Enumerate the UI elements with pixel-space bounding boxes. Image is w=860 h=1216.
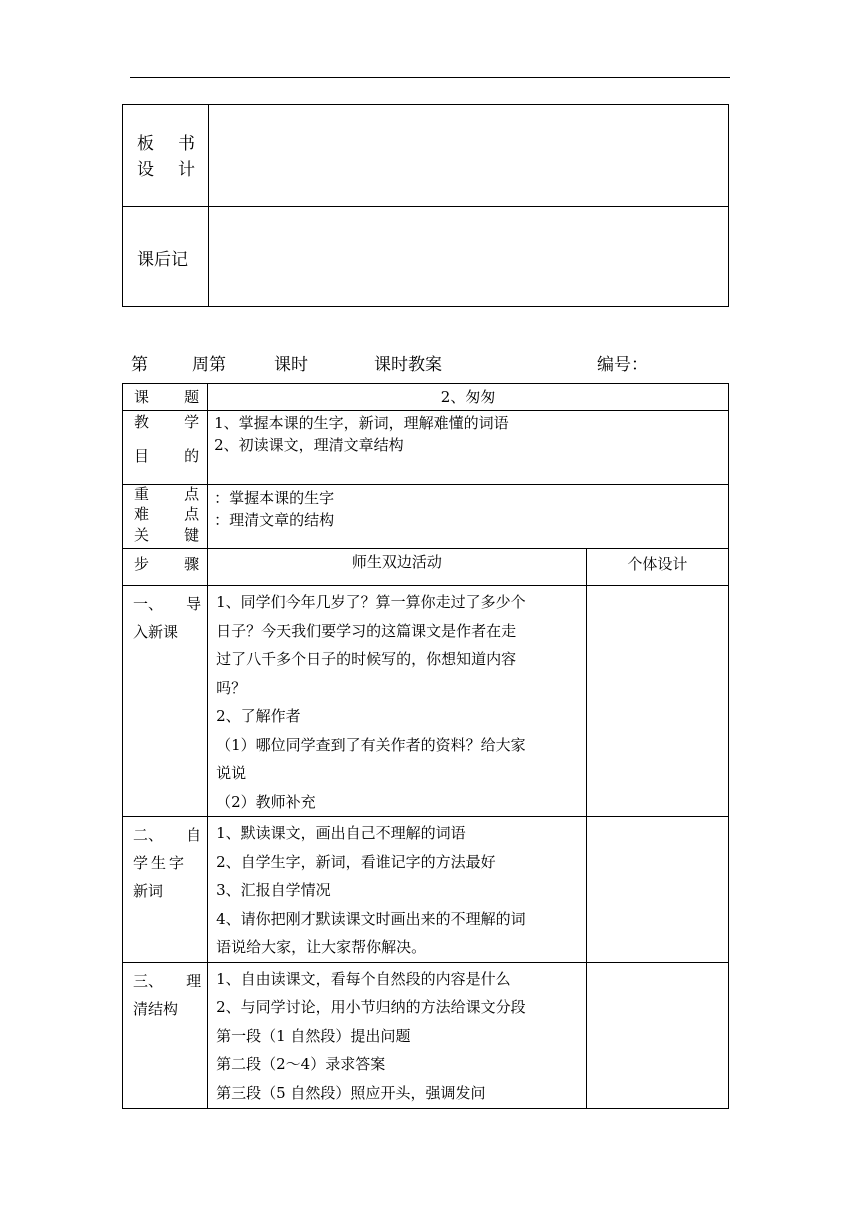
board-design-content xyxy=(209,105,729,207)
label-char: 三、 xyxy=(133,971,164,990)
lesson-plan-table xyxy=(122,383,729,1109)
steps-label xyxy=(123,549,208,586)
label-char: 课 xyxy=(134,388,150,406)
board-design-label xyxy=(123,105,209,207)
key-item: ：掌握本课的生字 xyxy=(214,489,335,507)
activity-header: 师生双边活动 xyxy=(208,549,587,586)
step-1-content xyxy=(208,586,587,817)
after-class-content xyxy=(209,207,729,307)
header-rule xyxy=(130,77,730,78)
label-char: 一、 xyxy=(133,595,164,613)
step-label-line: 入新课 xyxy=(133,623,179,641)
step-line: 2、了解作者 xyxy=(216,707,301,725)
step-3-label xyxy=(123,962,208,1108)
header-week: 第 xyxy=(131,355,148,375)
step-1-individual xyxy=(586,586,728,817)
goal-content xyxy=(208,411,729,485)
step-line: 第一段（1 自然段）提出问题 xyxy=(216,1026,411,1045)
label-char: 理 xyxy=(186,971,202,990)
step-line: 4、请你把刚才默读课文时画出来的不理解的词 xyxy=(216,909,526,928)
header-period: 周第 xyxy=(192,355,226,375)
label-char: 点 xyxy=(184,485,200,503)
step-line: 吗？ xyxy=(216,678,247,697)
after-class-label xyxy=(123,207,209,307)
label-char: 骤 xyxy=(184,555,200,573)
goal-item: 2、初读课文，理清文章结构 xyxy=(214,436,404,454)
step-3-individual xyxy=(586,962,728,1108)
goal-label xyxy=(123,411,208,485)
key-label xyxy=(123,485,208,549)
key-content xyxy=(208,485,729,549)
label-char: 板 xyxy=(137,134,154,154)
label-char: 设 xyxy=(137,160,154,180)
step-label-line: 新词 xyxy=(133,882,164,900)
step-line: （1）哪位同学查到了有关作者的资料？给大家 xyxy=(216,735,526,754)
label-char: 教 xyxy=(134,413,150,431)
label-char: 学 xyxy=(184,413,200,431)
label-char: 书 xyxy=(178,134,195,154)
step-3-content xyxy=(208,962,587,1108)
label-char: 步 xyxy=(134,555,150,573)
after-class-text: 课后记 xyxy=(137,250,188,270)
step-line: 第三段（5 自然段）照应开头，强调发问 xyxy=(216,1083,486,1102)
label-char: 二、 xyxy=(133,826,164,844)
step-line: 1、默读课文，画出自己不理解的词语 xyxy=(216,824,466,842)
step-2-label xyxy=(123,817,208,963)
goal-item: 1、掌握本课的生字，新词，理解难懂的词语 xyxy=(214,414,509,432)
step-2-content xyxy=(208,817,587,963)
step-label-line: 学生字 xyxy=(133,854,188,872)
label-char: 题 xyxy=(184,388,200,406)
key-item: ：理清文章的结构 xyxy=(214,511,335,529)
header-plan: 课时教案 xyxy=(374,355,442,375)
label-char: 计 xyxy=(178,160,195,180)
label-char: 重 xyxy=(134,485,150,503)
label-char: 导 xyxy=(186,595,202,613)
individual-header: 个体设计 xyxy=(586,549,728,586)
header-number: 编号： xyxy=(597,355,648,375)
board-design-table xyxy=(122,104,729,307)
label-char: 自 xyxy=(186,826,202,844)
topic-title: 2、匆匆 xyxy=(208,384,729,411)
step-line: 3、汇报自学情况 xyxy=(216,881,331,899)
step-2-individual xyxy=(586,817,728,963)
step-line: 第二段（2～4）录求答案 xyxy=(216,1055,386,1073)
label-char: 关 xyxy=(134,526,150,544)
step-line: 过了八千多个日子的时候写的，你想知道内容 xyxy=(216,650,517,668)
step-line: 1、自由读课文，看每个自然段的内容是什么 xyxy=(216,969,511,988)
label-char: 目 xyxy=(134,447,150,465)
topic-label xyxy=(123,384,208,411)
step-line: 语说给大家，让大家帮你解决。 xyxy=(216,938,427,956)
label-char: 的 xyxy=(184,447,200,465)
step-label-line: 清结构 xyxy=(133,999,179,1018)
label-char: 难 xyxy=(134,505,150,523)
label-char: 键 xyxy=(184,526,200,544)
step-line: 2、自学生字，新词，看谁记字的方法最好 xyxy=(216,852,496,871)
step-line: （2）教师补充 xyxy=(216,792,316,811)
step-line: 1、同学们今年几岁了？算一算你走过了多少个 xyxy=(216,593,526,611)
step-line: 说说 xyxy=(216,764,247,782)
lesson-header xyxy=(0,350,860,374)
header-lesson: 课时 xyxy=(274,355,308,375)
step-line: 2、与同学讨论，用小节归纳的方法给课文分段 xyxy=(216,998,526,1016)
step-1-label xyxy=(123,586,208,817)
step-line: 日子？今天我们要学习的这篇课文是作者在走 xyxy=(216,621,517,640)
label-char: 点 xyxy=(184,505,200,523)
